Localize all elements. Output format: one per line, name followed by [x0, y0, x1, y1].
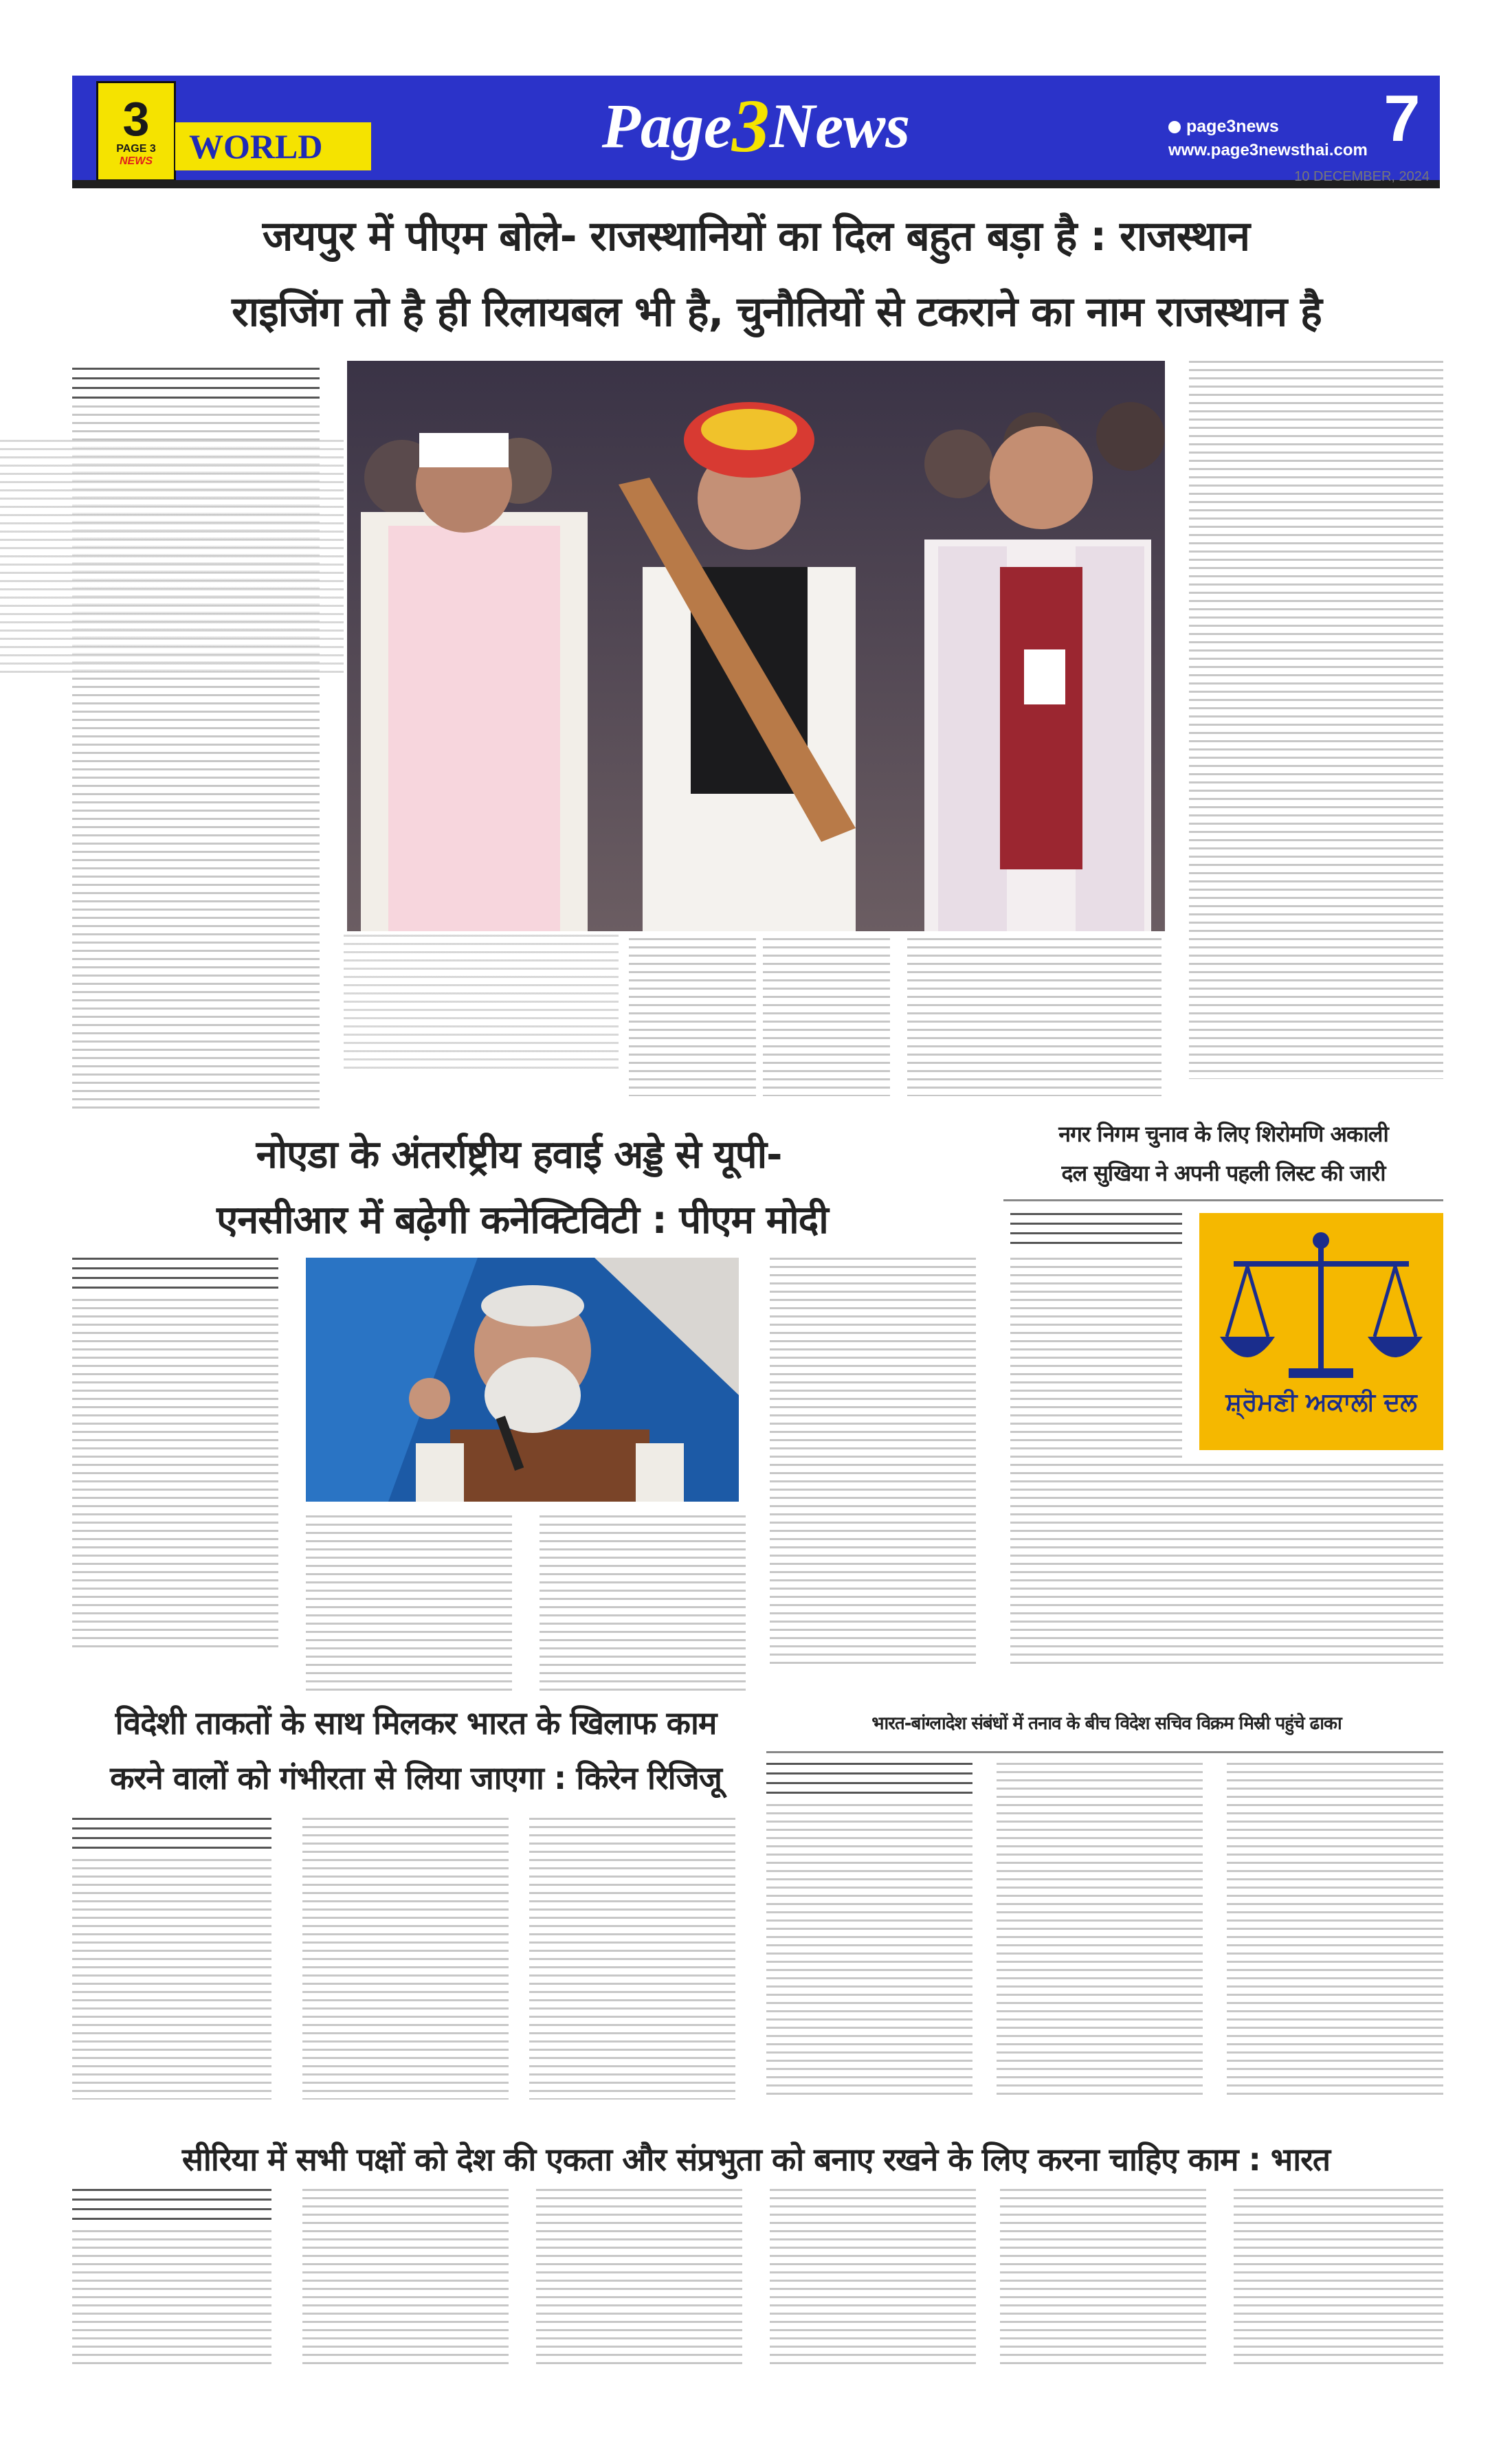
rijiju-text-column-1	[72, 1859, 271, 2100]
noida-photo[interactable]	[306, 1258, 739, 1502]
lead-photo[interactable]	[347, 361, 1165, 931]
noida-text-column-4	[770, 1258, 976, 1670]
lead-photo-caption	[344, 935, 619, 1072]
akali-headline-line1[interactable]: नगर निगम चुनाव के लिए शिरोमणि अकाली	[1058, 1121, 1388, 1147]
section-label: WORLD	[175, 122, 371, 170]
lead-photo-image	[347, 361, 1165, 931]
noida-photo-image	[306, 1258, 739, 1502]
syria-text-column-5	[1000, 2189, 1206, 2368]
brand-num: 3	[731, 83, 770, 168]
noida-text-column-1	[72, 1299, 278, 1649]
bangladesh-text-column-2	[997, 1763, 1203, 2100]
noida-headline-line2[interactable]: एनसीआर में बढ़ेगी कनेक्टिविटी : पीएम मोदी	[216, 1198, 828, 1243]
lead-headline-line2[interactable]: राइजिंग तो है ही रिलायबल भी है, चुनौतियों से टकराने का नाम राजस्थान है	[232, 288, 1322, 336]
bangladesh-text-column-1	[766, 1804, 972, 2100]
bangladesh-text-column-3	[1227, 1763, 1443, 2100]
lead-text-column-2	[629, 938, 756, 1096]
rijiju-headline-line2[interactable]: करने वालों को गंभीरता से लिया जाएगा : किरेन रिजिजू	[110, 1759, 722, 1796]
noida-byline	[72, 1258, 278, 1289]
syria-byline	[72, 2189, 271, 2220]
rijiju-headline-line1[interactable]: विदेशी ताकतों के साथ मिलकर भारत के खिलाफ काम	[115, 1704, 717, 1742]
bangladesh-headline[interactable]: भारत-बांग्लादेश संबंधों में तनाव के बीच विदेश सचिव विक्रम मिस्री पहुंचे ढाका	[871, 1713, 1342, 1734]
syria-headline[interactable]: सीरिया में सभी पक्षों को देश की एकता और संप्रभुता को बनाए रखने के लिए करना चाहिए काम : भारत	[181, 2141, 1331, 2178]
akali-byline	[1010, 1213, 1182, 1244]
social-handle-text: page3news	[1186, 117, 1279, 136]
brand-left: Page	[601, 91, 732, 161]
akali-headline-line2[interactable]: दल सुखिया ने अपनी पहली लिस्ट की जारी	[1061, 1160, 1386, 1186]
publication-logo[interactable]	[96, 81, 176, 181]
noida-text-column-3	[540, 1515, 746, 1691]
brand-title	[591, 81, 921, 170]
logo-line2: NEWS	[120, 155, 153, 167]
syria-text-column-6	[1234, 2189, 1443, 2368]
social-handle	[1168, 117, 1364, 137]
lead-text-column-4	[907, 938, 1161, 1096]
noida-headline-line1[interactable]: नोएडा के अंतर्राष्ट्रीय हवाई अड्डे से यूपी-	[256, 1133, 782, 1177]
akali-text-column-2	[1010, 1464, 1443, 1670]
rijiju-text-column-2	[302, 1818, 509, 2100]
akali-logo[interactable]	[1199, 1213, 1443, 1450]
akali-text-column-1	[1010, 1258, 1182, 1464]
syria-text-column-4	[770, 2189, 976, 2368]
bangladesh-rule	[766, 1751, 1443, 1753]
noida-text-column-2	[306, 1515, 512, 1691]
lead-headline-line1[interactable]: जयपुर में पीएम बोले- राजस्थानियों का दिल बहुत बड़ा है : राजस्थान	[262, 212, 1250, 260]
logo-number: 3	[122, 92, 150, 146]
syria-text-column-3	[536, 2189, 742, 2368]
website-link[interactable]: www.page3newsthai.com	[1168, 141, 1368, 159]
rijiju-byline	[72, 1818, 271, 1849]
lead-text-column-5	[1189, 361, 1443, 1079]
syria-text-column-1	[72, 2230, 271, 2368]
lead-misprint-overlay	[0, 440, 344, 674]
logo-line1: PAGE 3	[116, 143, 156, 155]
bangladesh-byline	[766, 1763, 972, 1794]
lead-text-column-3	[763, 938, 890, 1096]
issue-date: 10 DECEMBER, 2024	[1294, 169, 1430, 184]
lead-byline	[72, 368, 320, 399]
syria-text-column-2	[302, 2189, 509, 2368]
brand-right: News	[769, 91, 911, 161]
rijiju-text-column-3	[529, 1818, 735, 2100]
akali-logo-text: ਸ਼੍ਰੋਮਣੀ ਅਕਾਲੀ ਦਲ	[1225, 1388, 1417, 1416]
instagram-icon	[1168, 121, 1181, 133]
page-number: 7	[1383, 82, 1421, 155]
akali-rule	[1003, 1199, 1443, 1201]
